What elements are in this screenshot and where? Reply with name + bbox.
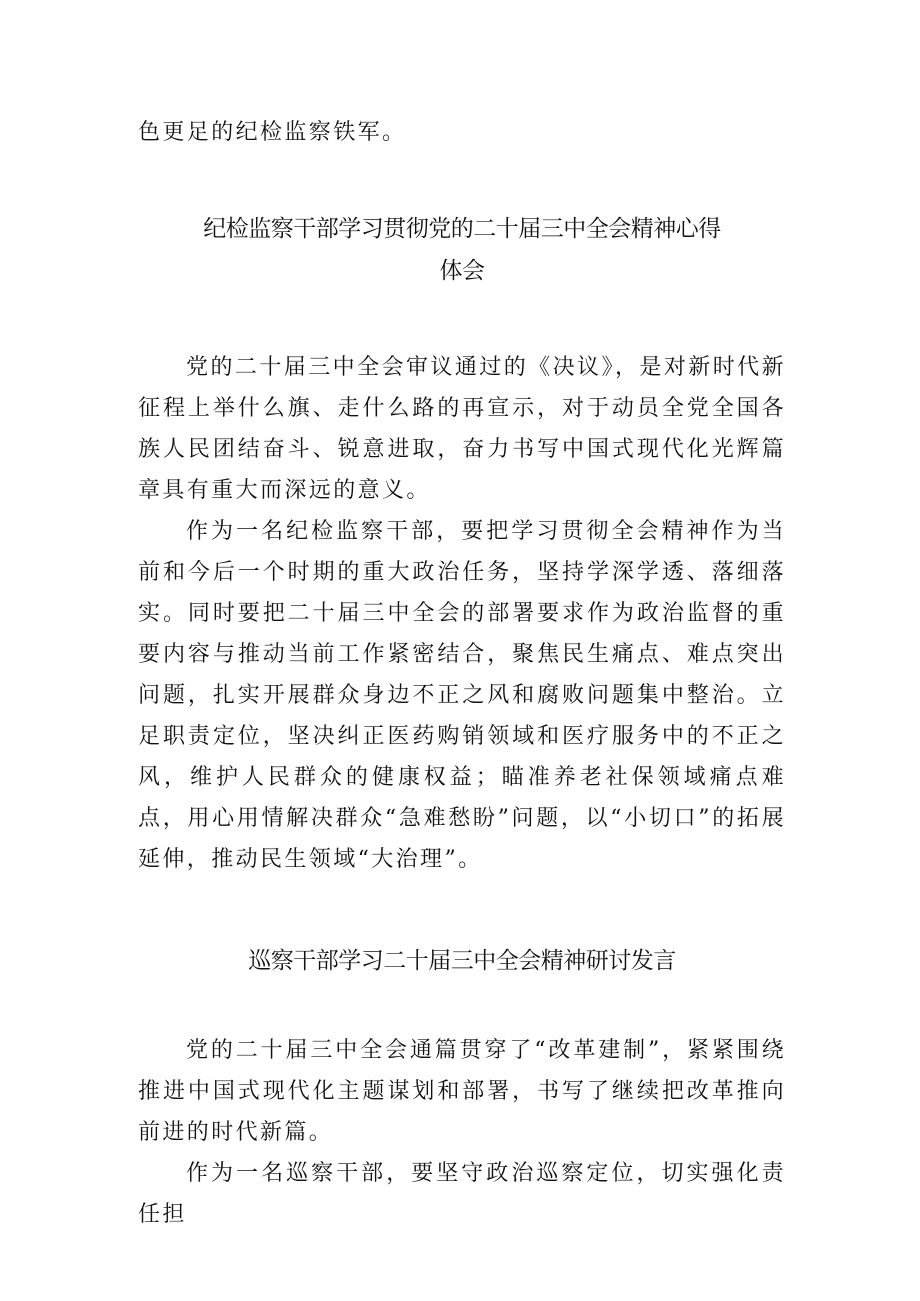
section1-paragraph-1: 党的二十届三中全会审议通过的《决议》，是对新时代新征程上举什么旗、走什么路的再宣示，对于动员全党全国各族人民团结奋斗、锐意进取，奋力书写中国式现代化光辉篇章具有重大而深远的意义。 [138,355,786,503]
section1-paragraph-2: 作为一名纪检监察干部，要把学习贯彻全会精神作为当前和今后一个时期的重大政治任务，坚持学深学透、落细落实。同时要把二十届三中全会的部署要求作为政治监督的重要内容与推动当前工作紧密结合，聚焦民生痛点、难点突出问题，扎实开展群众身边不正之风和腐败问题集中整治。立足职责定位，坚决纠正医药购销领域和医疗服务中的不正之风，维护人民群众的健康权益；瞄准养老社保领域痛点难点，用心用情解决群众“急难愁盼”问题，以“小切口”的拓展延伸，推动民生领域“大治理”。 [138,519,786,872]
document-body [138,112,786,1235]
section2-paragraph-2: 作为一名巡察干部，要坚守政治巡察定位，切实强化责任担 [138,1161,786,1227]
spacer [138,880,786,940]
spacer [138,292,786,347]
spacer [138,982,786,1030]
section2-title: 巡察干部学习二十届三中全会精神研讨发言 [248,948,676,974]
spacer [138,153,786,208]
opening-line: 色更足的纪检监察铁军。 [138,120,407,145]
section2-paragraph-1: 党的二十届三中全会通篇贯穿了“改革建制”，紧紧围绕推进中国式现代化主题谋划和部署，书写了继续把改革推向前进的时代新篇。 [138,1038,786,1145]
section1-title-line1: 纪检监察干部学习贯彻党的二十届三中全会精神心得 [203,216,721,242]
section1-title-line2: 体会 [439,258,485,284]
